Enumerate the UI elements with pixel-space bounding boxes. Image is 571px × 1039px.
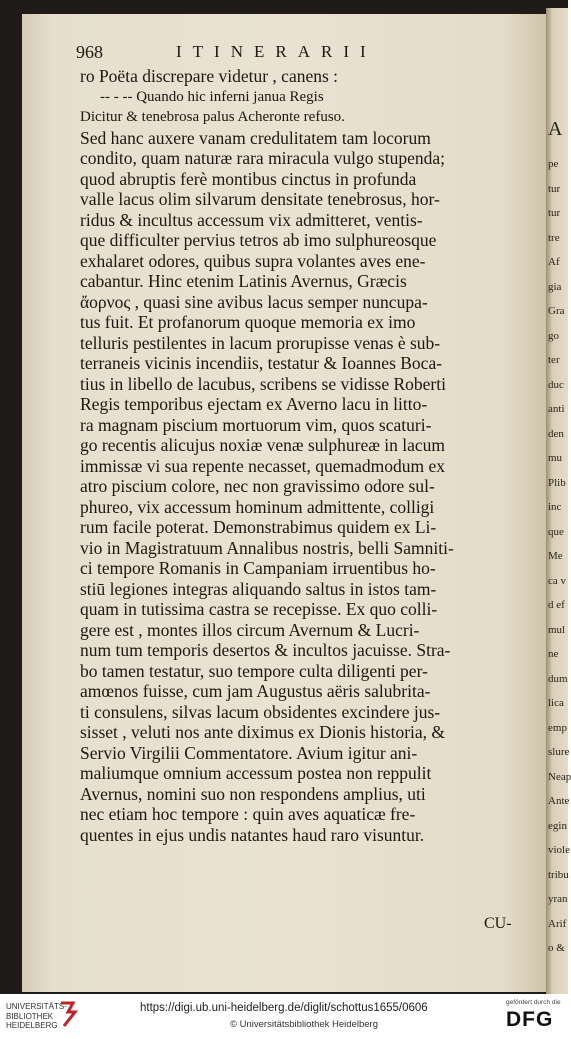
text-line: valle lacus olim silvarum densitate tenebrosus, hor-	[80, 189, 440, 209]
library-name-2: BIBLIOTHEK	[6, 1011, 54, 1021]
facing-margin-fragment: Arif	[548, 917, 567, 930]
library-city: HEIDELBERG	[6, 1021, 58, 1030]
text-line: go recentis alicujus noxiæ venæ sulphureæ in lacum	[80, 435, 446, 455]
facing-margin-fragment: ca v	[548, 574, 567, 587]
text-line: num tum temporis desertos & incultos jacuisse. Stra-	[80, 640, 451, 660]
page-number: 968	[76, 42, 103, 62]
text-line: Avernus, nomini suo non respondens amplius, uti	[80, 783, 426, 804]
text-line: gere est , montes illos circum Avernum & Lucri-	[80, 619, 420, 640]
dfg-logo[interactable]: DFG	[506, 1008, 554, 1031]
text-line: telluris pestilentes in lacum prorupisse venas è sub-	[80, 332, 441, 353]
facing-margin-fragment: viole	[548, 844, 570, 856]
facing-margin-fragment: mul	[548, 623, 566, 636]
facing-margin-fragment: Ante	[548, 795, 570, 807]
facing-margin-fragment: go	[548, 329, 559, 342]
library-emblem-icon	[58, 1000, 78, 1028]
facing-margin-fragment: pe	[548, 158, 559, 170]
facing-margin-fragment: o &	[548, 942, 565, 954]
facing-margin-fragment: emp	[548, 721, 567, 734]
facing-margin-fragment: tur	[548, 182, 561, 195]
facing-margin-fragment: Me	[548, 550, 563, 562]
text-line: Sed hanc auxere vanam credulitatem tam locorum	[80, 127, 431, 148]
facing-margin-fragment: tre	[548, 231, 560, 244]
facing-margin-fragment: egin	[548, 819, 567, 832]
text-line: Dicitur & tenebrosa palus Acheronte refuso.	[80, 109, 345, 125]
facing-margin-fragment: que	[548, 525, 564, 538]
body-text	[80, 66, 530, 845]
facing-margin-fragment: ter	[548, 354, 560, 366]
viewer-footer	[0, 994, 568, 1039]
text-line: rum facile poterat. Demonstrabimus quidem ex Li-	[80, 517, 437, 537]
permalink-url[interactable]: https://digi.ub.uni-heidelberg.de/diglit/schottus1655/0606	[140, 1002, 428, 1014]
facing-margin-fragment: ne	[548, 648, 559, 660]
facing-page-edge	[546, 8, 571, 994]
text-line: -- - -- Quando hic inferni janua Regis	[100, 88, 324, 105]
text-line: vio in Magistratuum Annalibus nostris, belli Samniti-	[80, 537, 454, 558]
facing-margin-fragment: Neap	[548, 770, 571, 783]
facing-margin-fragment: mu	[548, 452, 563, 464]
text-line: atro piscium colore, nec non gravissimo odore sul-	[80, 476, 435, 496]
text-line: tius in libello de lacubus, scribens se vidisse Roberti	[80, 373, 446, 394]
text-line: quod abruptis ferè montibus cinctus in profunda	[80, 168, 417, 189]
facing-margin-fragment: A	[548, 118, 563, 140]
library-name: UNIVERSITÄTS-	[6, 1002, 67, 1011]
facing-margin-fragment: Af	[548, 256, 560, 268]
text-line: amœnos fuisse, cum jam Augustus aëris salubrita-	[80, 681, 431, 701]
copyright-notice: © Universitätsbibliothek Heidelberg	[230, 1019, 378, 1030]
facing-margin-fragment: den	[548, 427, 564, 440]
text-line: phureo, vix accessum hominum admittente, colligi	[80, 496, 435, 517]
text-line: Regis temporibus ejectam ex Averno lacu in litto-	[80, 394, 428, 414]
facing-margin-fragment: Plib	[548, 476, 566, 489]
text-line: ridus & incultus accessum vix admitteret, ventis-	[80, 209, 423, 230]
text-line: ti consulens, silvas lacum obsidentes excindere jus-	[80, 701, 441, 722]
text-line: ra magnam piscium mortuorum vim, quos scaturi-	[80, 414, 432, 435]
text-line: ro Poëta discrepare videtur , canens :	[80, 66, 339, 86]
text-line: Servio Virgilii Commentatore. Avium igitur ani-	[80, 742, 418, 763]
text-line: tus fuit. Et profanorum quoque memoria ex imo	[80, 312, 416, 332]
facing-margin-fragment: gia	[548, 280, 562, 293]
text-line: cabantur. Hinc etenim Latinis Avernus, Græcis	[80, 271, 407, 291]
facing-margin-fragment: Gra	[548, 305, 565, 317]
facing-margin-fragment: inc	[548, 501, 562, 513]
facing-margin-fragment: yran	[548, 893, 568, 905]
facing-margin-fragment: tribu	[548, 868, 569, 881]
facing-margin-fragment: dum	[548, 672, 568, 685]
text-line: sisset , veluti nos ante diximus ex Dionis historia, &	[80, 722, 446, 742]
facing-margin-fragment: duc	[548, 378, 564, 391]
text-line: quentes in ejus undis natantes haud raro visuntur.	[80, 824, 425, 845]
text-line: ἄορνος , quasi sine avibus lacus semper nuncupa-	[80, 291, 428, 312]
text-line: condito, quam naturæ rara miracula vulgo stupenda;	[80, 148, 445, 168]
text-line: bo tamen testatur, suo tempore culta diligenti per-	[80, 660, 428, 681]
facing-margin-fragment: tur	[548, 207, 561, 219]
text-line: ci tempore Romanis in Campaniam irruentibus ho-	[80, 558, 436, 578]
funder-caption: gefördert durch die	[506, 999, 561, 1006]
text-line: terraneis vicinis incendiis, testatur & Ioannes Boca-	[80, 353, 443, 373]
running-title: ITINERARII	[176, 42, 377, 61]
text-line: que difficulter pervius tetros ab imo sulphureosque	[80, 230, 437, 250]
text-line: immissæ vi sua repente necasset, quemadmodum ex	[80, 455, 445, 476]
text-line: exhalaret odores, quibus supra volantes aves ene-	[80, 250, 426, 271]
facing-margin-fragment: lica	[548, 697, 564, 709]
facing-margin-fragment: d ef	[548, 599, 565, 611]
text-line: nec etiam hoc tempore : quin aves aquaticæ fre-	[80, 804, 416, 824]
text-line: stiū legiones integras aliquando saltus in istos tam-	[80, 578, 437, 599]
catchword: CU-	[484, 915, 512, 932]
facing-margin-fragment: anti	[548, 403, 565, 415]
text-line: quam in tutissima castra se recepisse. Ex quo colli-	[80, 599, 438, 619]
text-line: maliumque omnium accessum postea non reppulit	[80, 763, 432, 783]
facing-margin-fragment: slure	[548, 746, 570, 758]
